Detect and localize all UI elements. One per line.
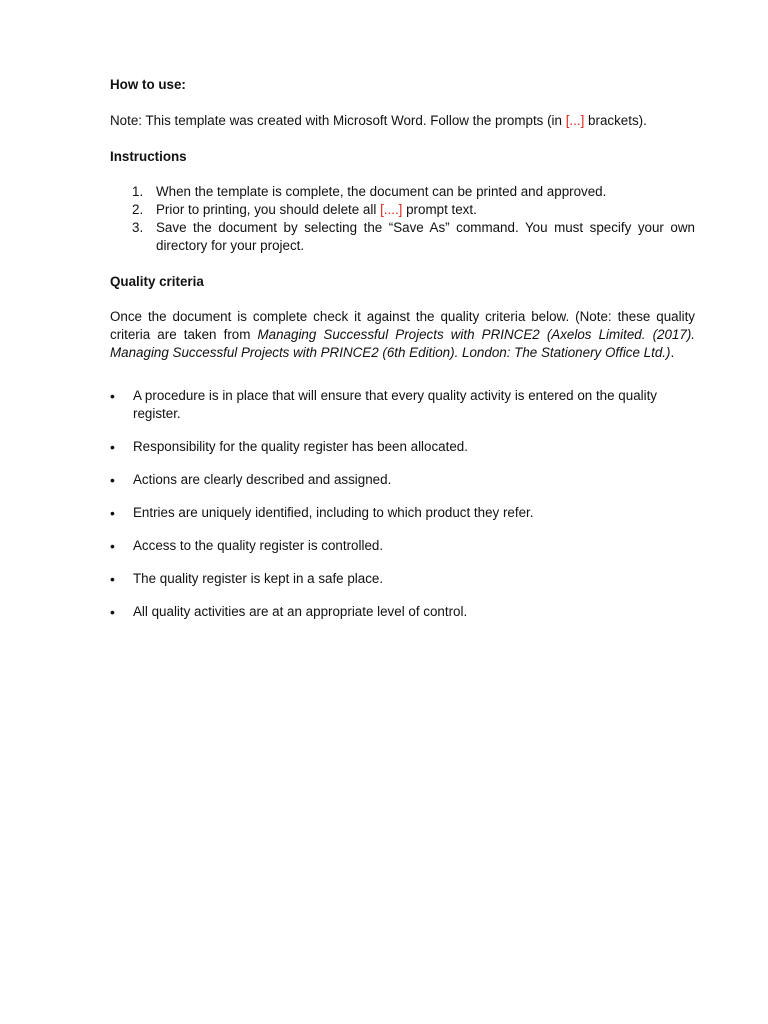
list-item bbox=[110, 570, 695, 588]
list-item-text: Save the document by selecting the “Save As” command. You must specify your own directory for your project. bbox=[156, 220, 695, 253]
list-item-text: A procedure is in place that will ensure that every quality activity is entered on the quality register. bbox=[133, 388, 658, 421]
how-to-use-note bbox=[110, 112, 695, 130]
quality-criteria-heading: Quality criteria bbox=[110, 274, 204, 289]
prompt-bracket: [...] bbox=[565, 113, 585, 128]
list-item bbox=[110, 438, 695, 456]
list-item bbox=[110, 183, 695, 201]
bullet-icon: • bbox=[110, 505, 115, 521]
instructions-heading: Instructions bbox=[110, 149, 187, 164]
list-item-text: Entries are uniquely identified, including to which product they refer. bbox=[133, 505, 534, 520]
list-item bbox=[110, 219, 695, 255]
intro-text: Once the document is complete check it against the quality criteria below. (Note: these quality criteria are taken from bbox=[110, 309, 695, 342]
intro-citation: Managing Successful Projects with PRINCE2 (Axelos Limited. (2017). Managing Successful Projects with PRINCE2 (6th Edition). London: The Stationery Office Ltd.) bbox=[110, 327, 696, 360]
list-item-text: When the template is complete, the document can be printed and approved. bbox=[156, 184, 607, 199]
list-item bbox=[110, 471, 695, 489]
list-number: 2. bbox=[132, 202, 144, 217]
list-item bbox=[110, 537, 695, 555]
list-item-text: All quality activities are at an appropriate level of control. bbox=[133, 604, 468, 619]
bullet-icon: • bbox=[110, 472, 115, 488]
bullet-icon: • bbox=[110, 604, 115, 620]
bullet-icon: • bbox=[110, 538, 115, 554]
list-item-text: Access to the quality register is controlled. bbox=[133, 538, 384, 553]
note-text-end: brackets). bbox=[584, 113, 647, 128]
quality-criteria-intro bbox=[110, 308, 695, 362]
list-number: 1. bbox=[132, 184, 144, 199]
list-item bbox=[110, 504, 695, 522]
intro-end: . bbox=[670, 345, 675, 360]
list-item bbox=[110, 603, 695, 621]
quality-criteria-list bbox=[110, 387, 695, 621]
list-item-text: Responsibility for the quality register has been allocated. bbox=[133, 439, 468, 454]
list-item bbox=[110, 201, 695, 219]
list-item-text: Prior to printing, you should delete all bbox=[156, 202, 381, 217]
list-item-text: The quality register is kept in a safe place. bbox=[133, 571, 384, 586]
bullet-icon: • bbox=[110, 388, 115, 404]
how-to-use-heading: How to use: bbox=[110, 77, 186, 92]
list-number: 3. bbox=[132, 220, 144, 235]
document-page bbox=[110, 76, 695, 636]
prompt-bracket: [....] bbox=[380, 202, 403, 217]
bullet-icon: • bbox=[110, 571, 115, 587]
note-text: Note: This template was created with Microsoft Word. Follow the prompts (in bbox=[110, 113, 566, 128]
list-item-text-end: prompt text. bbox=[402, 202, 477, 217]
instructions-list bbox=[110, 183, 695, 255]
bullet-icon: • bbox=[110, 439, 115, 455]
list-item bbox=[110, 387, 695, 423]
list-item-text: Actions are clearly described and assigned. bbox=[133, 472, 392, 487]
